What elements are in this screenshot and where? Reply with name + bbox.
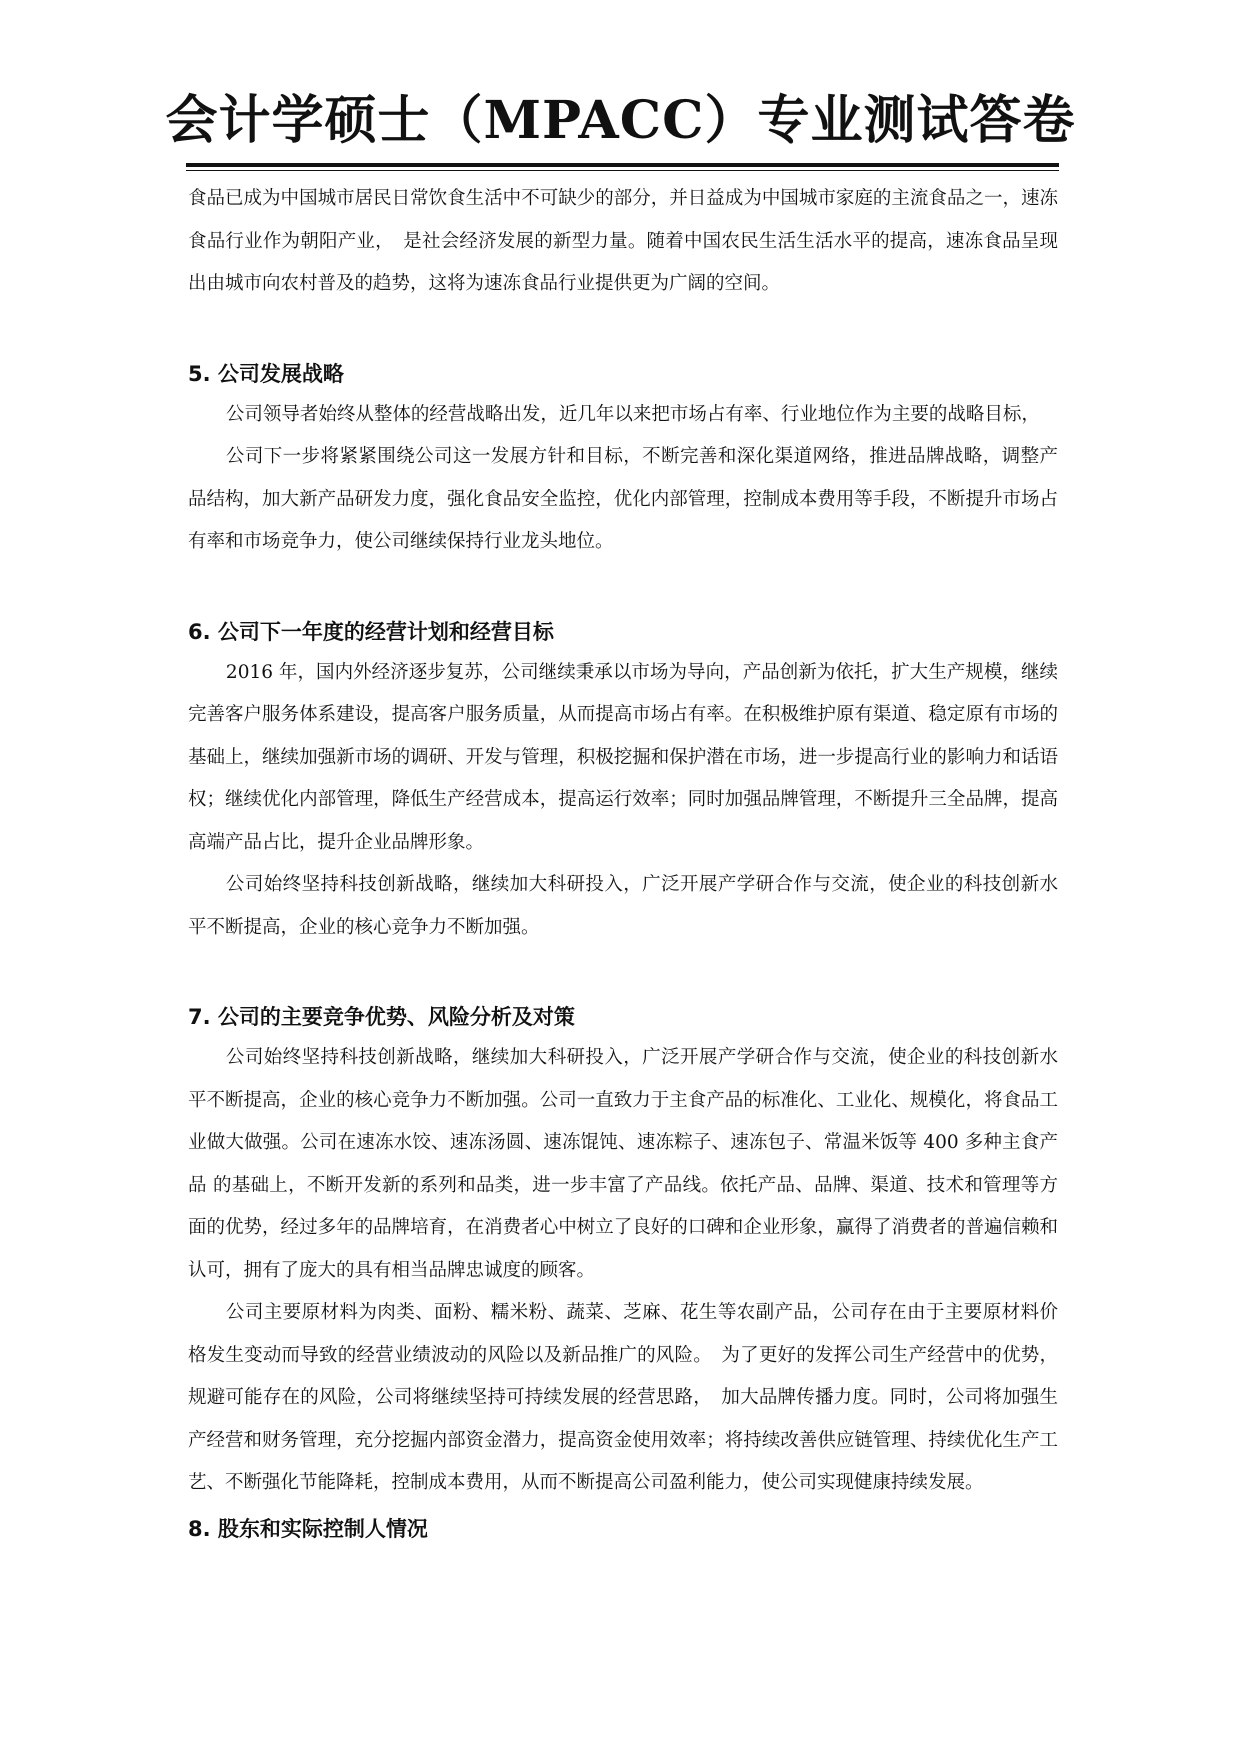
section-5-paragraph-1: 公司领导者始终从整体的经营战略出发，近几年以来把市场占有率、行业地位作为主要的战略目标， <box>225 403 1040 425</box>
section-7-heading: 7. 公司的主要竞争优势、风险分析及对策 <box>188 1005 575 1029</box>
section-5-paragraph-2: 公司下一步将紧紧围绕公司这一发展方针和目标，不断完善和深化渠道网络，推进品牌战略，调整产品结构，加大新产品研发力度，强化食品安全监控，优化内部管理，控制成本费用等手段，不断提升市场占有率和市场竞争力，使公司继续保持行业龙头地位。 <box>188 446 1058 552</box>
title-rule-thin <box>186 170 1059 171</box>
page-title: 会计学硕士（MPACC）专业测试答卷 <box>165 90 1076 151</box>
title-rule-thick <box>186 163 1059 167</box>
section-5-heading: 5. 公司发展战略 <box>188 361 344 386</box>
section-8-heading: 8. 股东和实际控制人情况 <box>188 1516 428 1541</box>
section-7-paragraph-2: 公司主要原材料为肉类、面粉、糯米粉、蔬菜、芝麻、花生等农副产品，公司存在由于主要原材料价 格发生变动而导致的经营业绩波动的风险以及新品推广的风险。 为了更好的发挥公司生产经营中的优势，规避可能存在的风险，公司将继续坚持可持续发展的经营思路， 加大品牌传播力度。同时，公司将加强生产经营和财务管理，充分挖掘内部资金潜力，提高资金使用效率；将持续改善供应链管理、持续优化生产工艺、不断强化节能降耗，控制成本费用，从而不断提高公司盈利能力，使公司实现健康持续发展。 <box>188 1302 1077 1493</box>
section-6-paragraph-2: 公司始终坚持科技创新战略，继续加大科研投入，广泛开展产学研合作与交流，使企业的科技创新水平不断提高，企业的核心竞争力不断加强。 <box>188 874 1058 938</box>
section-7-paragraph-1: 公司始终坚持科技创新战略，继续加大科研投入，广泛开展产学研合作与交流，使企业的科技创新水平不断提高，企业的核心竞争力不断加强。公司一直致力于主食产品的标准化、工业化、规模化，将食品工业做大做强。公司在速冻水饺、速冻汤圆、速冻馄饨、速冻粽子、速冻包子、常温米饭等 400 多种主食产品 的基础上，不断开发新的系列和品类，进一步丰富了产品线。依托产品、品牌、渠道、技术和管理等方面的优势，经过多年的品牌培育，在消费者心中树立了良好的口碑和企业形象，赢得了消费者的普遍信赖和认可，拥有了庞大的具有相当品牌忠诚度的顾客。 <box>188 1047 1058 1281</box>
section-6-heading: 6. 公司下一年度的经营计划和经营目标 <box>188 619 554 644</box>
document-body <box>188 178 1077 1549</box>
section-6-paragraph-1: 2016 年，国内外经济逐步复苏，公司继续秉承以市场为导向，产品创新为依托，扩大生产规模，继续完善客户服务体系建设，提高客户服务质量，从而提高市场占有率。在积极维护原有渠道、稳定原有市场的基础上，继续加强新市场的调研、开发与管理，积极挖掘和保护潜在市场，进一步提高行业的影响力和话语权；继续优化内部管理，降低生产经营成本，提高运行效率；同时加强品牌管理，不断提升三全品牌，提高高端产品占比，提升企业品牌形象。 <box>188 661 1058 853</box>
intro-paragraph: 食品已成为中国城市居民日常饮食生活中不可缺少的部分，并日益成为中国城市家庭的主流食品之一，速冻食品行业作为朝阳产业， 是社会经济发展的新型力量。随着中国农民生活生活水平的提高，速冻食品呈现出由城市向农村普及的趋势，这将为速冻食品行业提供更为广阔的空间。 <box>188 188 1058 294</box>
